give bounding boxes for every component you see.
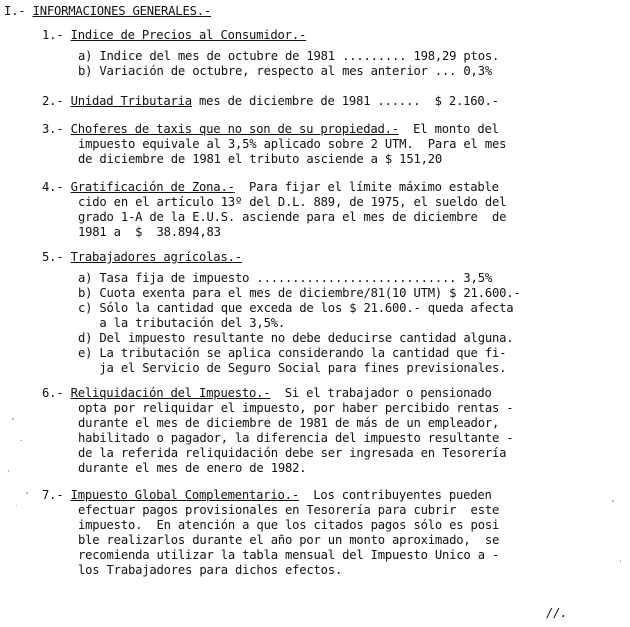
item-7-line-5: los Trabajadores para dichos efectos.: [78, 563, 343, 577]
item-4-line-2: grado 1-A de la E.U.S. asciende para el mes de diciembre de: [78, 210, 507, 224]
item-2-heading: [42, 94, 499, 108]
item-5-line-c: c) Sólo la cantidad que exceda de los $ 21.600.- queda afecta: [78, 301, 514, 315]
item-5-line-b: b) Cuota exenta para el mes de diciembre/81(10 UTM) $ 21.600.-: [78, 286, 521, 300]
scan-speck: [20, 440, 22, 441]
item-4-title: Gratificación de Zona.-: [70, 180, 235, 194]
item-7-number: 7.-: [42, 488, 64, 502]
item-5-line-e: e) La tributación se aplica considerando la cantidad que fi-: [78, 346, 507, 360]
scan-speck: [8, 470, 9, 472]
item-3-title-rest: El monto del: [398, 122, 499, 136]
item-3-line-1: impuesto equivale al 3,5% aplicado sobre 2 UTM. Para el mes: [78, 137, 507, 151]
scan-speck: [612, 500, 614, 502]
item-5-line-d: d) Del impuesto resultante no debe deducirse cantidad alguna.: [78, 331, 514, 345]
item-3-line-2: de diciembre de 1981 el tributo asciende a $ 151,20: [78, 152, 443, 166]
item-2-number: 2.-: [42, 94, 64, 108]
scan-speck: [16, 505, 17, 506]
item-4-line-3: 1981 a $ 38.894,83: [78, 225, 221, 239]
continuation-mark: //.: [546, 606, 568, 620]
item-1-title: Indice de Precios al Consumidor.-: [70, 28, 307, 42]
item-6-line-1: opta por reliquidar el impuesto, por haber percibido rentas -: [78, 401, 514, 415]
item-3-heading: [42, 122, 499, 136]
item-1-heading: [42, 28, 306, 42]
item-7-line-4: recomienda utilizar la tabla mensual del Impuesto Unico a -: [78, 548, 500, 562]
item-3-number: 3.-: [42, 122, 64, 136]
item-4-heading: [42, 180, 499, 194]
item-5-line-c2: a la tributación del 3,5%.: [78, 316, 285, 330]
item-6-line-5: durante el mes de enero de 1982.: [78, 461, 307, 475]
section-title: INFORMACIONES GENERALES.-: [32, 4, 211, 18]
item-5-line-e2: ja el Servicio de Seguro Social para fines previsionales.: [78, 361, 507, 375]
item-1-number: 1.-: [42, 28, 64, 42]
item-7-heading: [42, 488, 492, 502]
item-4-title-rest: Para fijar el límite máximo estable: [234, 180, 499, 194]
item-5-heading: [42, 250, 242, 264]
item-2-title-rest: mes de diciembre de 1981 ...... $ 2.160.-: [191, 94, 499, 108]
scan-speck: [620, 560, 621, 562]
item-6-number: 6.-: [42, 386, 64, 400]
item-7-title-rest: Los contribuyentes pueden: [298, 488, 492, 502]
section-number: I.-: [4, 4, 26, 18]
scan-speck: [12, 418, 14, 420]
item-6-line-2: durante el mes de diciembre de 1981 de más de un empleador,: [78, 416, 500, 430]
item-3-title: Choferes de taxis que no son de su propiedad.-: [70, 122, 399, 136]
item-6-line-3: habilitado o pagador, la diferencia del impuesto resultante -: [78, 431, 514, 445]
item-6-title-rest: Si el trabajador o pensionado: [270, 386, 492, 400]
scan-speck: [26, 492, 28, 494]
item-2-title: Unidad Tributaria: [70, 94, 192, 108]
item-7-line-2: impuesto. En atención a que los citados pagos sólo es posi: [78, 518, 500, 532]
item-4-line-1: cido en el artículo 13º del D.L. 889, de 1975, el sueldo del: [78, 195, 507, 209]
item-6-heading: [42, 386, 492, 400]
item-6-title: Reliquidación del Impuesto.-: [70, 386, 271, 400]
item-1-line-b: b) Variación de octubre, respecto al mes anterior ... 0,3%: [78, 64, 492, 78]
item-5-title: Trabajadores agrícolas.-: [70, 250, 242, 264]
item-6-line-4: de la referida reliquidación debe ser ingresada en Tesorería: [78, 446, 507, 460]
item-4-number: 4.-: [42, 180, 64, 194]
item-1-line-a: a) Indice del mes de octubre de 1981 ......... 198,29 ptos.: [78, 49, 500, 63]
item-7-title: Impuesto Global Complementario.-: [70, 488, 299, 502]
item-7-line-3: ble realizarlos durante el año por un monto aproximado, se: [78, 533, 500, 547]
item-5-number: 5.-: [42, 250, 64, 264]
item-5-line-a: a) Tasa fija de impuesto ............................ 3,5%: [78, 271, 492, 285]
item-7-line-1: efectuar pagos provisionales en Tesorería para cubrir este: [78, 503, 500, 517]
section-heading: [4, 4, 211, 18]
